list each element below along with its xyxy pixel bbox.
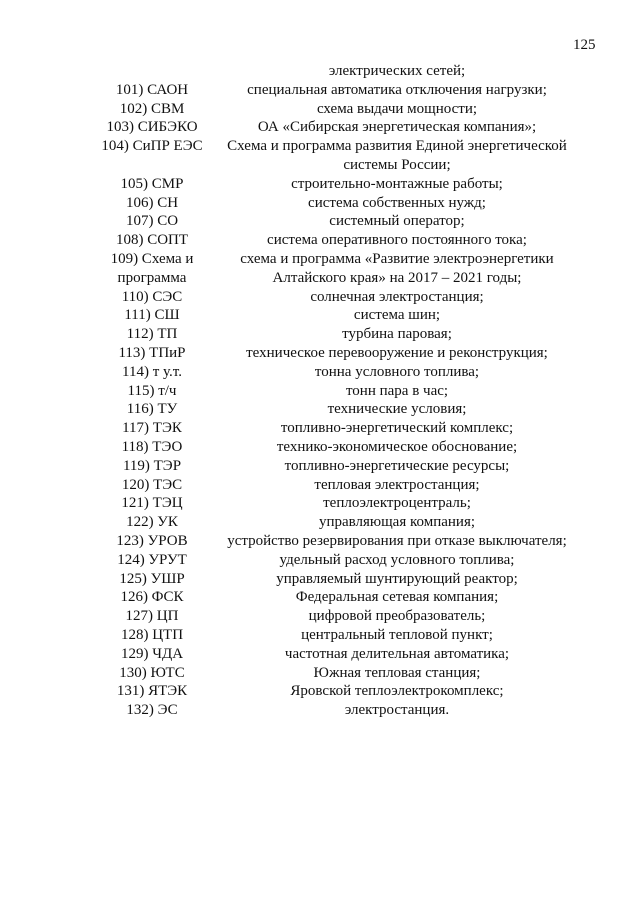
definition: Яровской теплоэлектрокомплекс;: [290, 683, 504, 700]
abbreviation: 132) ЭС: [126, 702, 178, 719]
abbreviation: 126) ФСК: [120, 589, 184, 606]
abbreviation: 127) ЦП: [125, 608, 179, 625]
list-item: [0, 681, 639, 701]
list-item: [0, 287, 639, 307]
list-item: [0, 136, 639, 156]
definition: техническое перевооружение и реконструкция;: [246, 345, 548, 361]
list-item: [0, 700, 639, 720]
abbreviation: 131) ЯТЭК: [116, 683, 188, 700]
definition: ОА «Сибирская энергетическая компания»;: [257, 119, 537, 136]
abbreviation: 130) ЮТС: [119, 664, 185, 681]
list-item: [0, 230, 639, 250]
abbreviation: 128) ЦТП: [120, 627, 184, 643]
definition: системы России;: [343, 157, 451, 173]
definition: Федеральная сетевая компания;: [295, 589, 499, 606]
definition: управляемый шунтирующий реактор;: [276, 570, 518, 587]
abbreviation: 111) СШ: [124, 307, 180, 324]
abbreviation: 110) СЭС: [121, 288, 183, 305]
abbreviation: 120) ТЭС: [121, 476, 183, 493]
definition: система оперативного постоянного тока;: [267, 232, 527, 249]
list-item: [0, 324, 639, 344]
definition: Алтайского края» на 2017 – 2021 годы;: [272, 269, 522, 286]
abbreviation: 118) ТЭО: [121, 439, 183, 455]
abbreviation: 121) ТЭЦ: [121, 495, 183, 512]
abbreviation: 105) СМР: [120, 175, 184, 192]
definition: электростанция.: [344, 702, 450, 719]
list-item: [0, 305, 639, 325]
list-item: [0, 625, 639, 645]
definition: Схема и программа развития Единой энергетической: [227, 138, 567, 155]
definition: тонн пара в час;: [345, 382, 449, 399]
list-item: [0, 268, 639, 288]
page-number: 125: [573, 37, 596, 53]
list-item: [0, 155, 639, 175]
list-item: [0, 249, 639, 269]
abbreviation: 104) СиПР ЕЭС: [101, 138, 203, 155]
list-item: [0, 174, 639, 194]
list-item: [0, 569, 639, 589]
definition: турбина паровая;: [342, 326, 452, 343]
list-item: [0, 512, 639, 532]
list-item: [0, 117, 639, 137]
list-item: [0, 531, 639, 551]
list-item: [0, 99, 639, 119]
list-item: [0, 493, 639, 513]
list-item: [0, 61, 639, 81]
definition: управляющая компания;: [318, 514, 476, 531]
abbreviation: 115) т/ч: [127, 382, 177, 399]
definition: устройство резервирования при отказе выключателя;: [227, 533, 567, 549]
definition: технические условия;: [327, 401, 467, 418]
list-item: [0, 80, 639, 100]
list-item: [0, 418, 639, 438]
definition: специальная автоматика отключения нагрузки;: [247, 81, 547, 98]
abbreviation: 108) СОПТ: [115, 232, 189, 249]
definition: система собственных нужд;: [308, 194, 486, 211]
definition: схема выдачи мощности;: [316, 100, 478, 117]
list-item: [0, 606, 639, 626]
abbreviation: 106) СН: [125, 194, 179, 211]
list-item: [0, 437, 639, 457]
definition: схема и программа «Развитие электроэнергетики: [240, 251, 554, 267]
definition: топливно-энергетический комплекс;: [280, 420, 514, 437]
abbreviation: 117) ТЭК: [122, 420, 182, 437]
definition: топливно-энергетические ресурсы;: [284, 457, 510, 474]
abbreviation: 125) УШР: [119, 570, 185, 587]
definition: теплоэлектроцентраль;: [323, 495, 471, 512]
list-item: [0, 550, 639, 570]
list-item: [0, 399, 639, 419]
abbreviation: 109) Схема и: [110, 251, 194, 267]
abbreviation: 123) УРОВ: [116, 533, 188, 549]
list-item: [0, 381, 639, 401]
list-item: [0, 343, 639, 363]
list-item: [0, 663, 639, 683]
definition: удельный расход условного топлива;: [279, 551, 515, 568]
definition: тонна условного топлива;: [314, 363, 480, 380]
list-item: [0, 475, 639, 495]
abbreviation: 102) СВМ: [119, 100, 185, 117]
abbreviation: 101) САОН: [115, 81, 189, 98]
definition: технико-экономическое обоснование;: [276, 439, 518, 455]
definition: системный оператор;: [329, 213, 465, 230]
abbreviation: 122) УК: [126, 514, 178, 531]
abbreviation: 113) ТПиР: [118, 345, 186, 361]
abbreviation: программа: [117, 269, 187, 286]
abbreviation: 107) СО: [125, 213, 179, 230]
definition: Южная тепловая станция;: [313, 664, 481, 681]
list-item: [0, 211, 639, 231]
abbreviation: 112) ТП: [126, 326, 178, 343]
list-item: [0, 644, 639, 664]
definition: система шин;: [353, 307, 441, 324]
definition: солнечная электростанция;: [310, 288, 484, 305]
definition: электрических сетей;: [328, 63, 466, 79]
definition: цифровой преобразователь;: [308, 608, 486, 625]
definition: тепловая электростанция;: [314, 476, 480, 493]
definition: частотная делительная автоматика;: [284, 645, 510, 662]
abbreviation: 116) ТУ: [126, 401, 178, 418]
abbreviation: 124) УРУТ: [117, 551, 187, 568]
abbreviation: 119) ТЭР: [122, 457, 182, 474]
definition: центральный тепловой пункт;: [301, 627, 493, 643]
definition: строительно-монтажные работы;: [291, 175, 503, 192]
list-item: [0, 587, 639, 607]
abbreviation: 114) т у.т.: [122, 363, 182, 380]
list-item: [0, 193, 639, 213]
list-item: [0, 456, 639, 476]
abbreviation: 103) СИБЭКО: [106, 119, 198, 136]
list-item: [0, 362, 639, 382]
abbreviation: 129) ЧДА: [120, 645, 184, 662]
